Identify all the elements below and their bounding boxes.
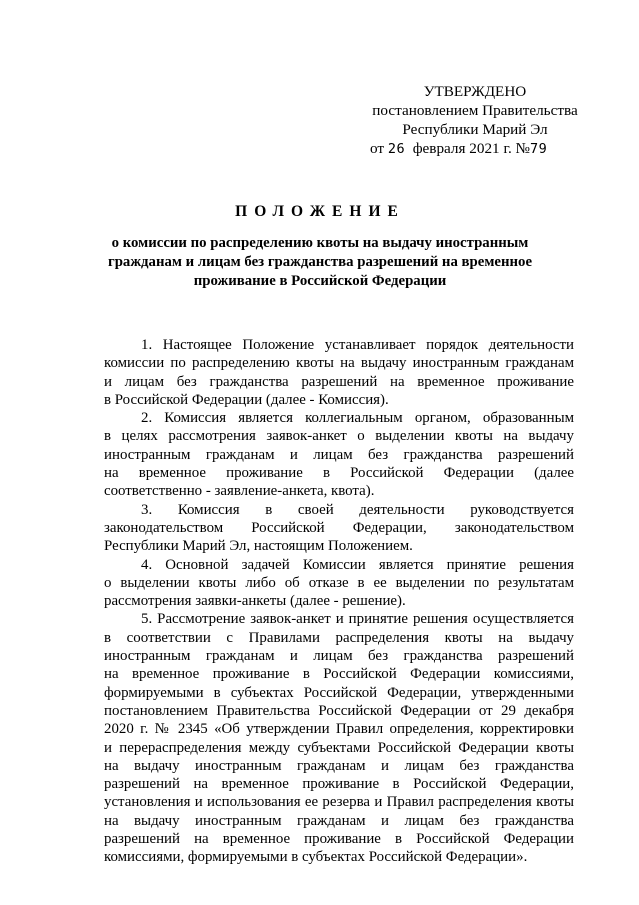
paragraph-line: законодательством Российской Федерации, законодательством	[104, 519, 574, 536]
paragraph-line: рассмотрения заявки-анкеты (далее - решение).	[104, 593, 406, 610]
paragraph-line: Республики Марий Эл, настоящим Положением.	[104, 538, 413, 555]
approval-region-line: Республики Марий Эл	[402, 121, 548, 138]
paragraph-line: 4. Основной задачей Комиссии является принятие решения	[141, 556, 574, 573]
paragraph-line: комиссии по распределению квоты на выдачу иностранным гражданам	[104, 355, 574, 372]
subtitle-line: гражданам и лицам без гражданства разрешений на временное	[107, 254, 533, 270]
subtitle-line: проживание в Российской Федерации	[193, 273, 447, 289]
document-subtitle	[100, 234, 540, 291]
document-title: ПОЛОЖЕНИЕ	[235, 203, 405, 220]
paragraph-1	[104, 336, 574, 409]
paragraph-line: соответственно - заявление-анкета, квота).	[104, 483, 375, 500]
paragraph-line: иностранным гражданам и лицам без гражданства разрешений	[104, 648, 574, 665]
paragraph-line: на выдачу иностранным гражданам и лицам без гражданства	[104, 812, 574, 829]
paragraph-line: разрешений на временное проживание в Российской Федерации	[104, 831, 574, 848]
paragraph-line: постановлением Правительства Российской Федерации от 29 декабря	[104, 702, 574, 719]
approval-date-rest: февраля 2021 г. №	[412, 140, 531, 157]
approval-date-prefix: от	[370, 140, 385, 157]
paragraph-5	[104, 610, 574, 866]
approval-date-day: 26	[387, 141, 406, 157]
paragraph-line: на выдачу иностранным гражданам и лицам без гражданства	[104, 757, 574, 774]
document-body	[104, 336, 574, 867]
paragraph-2	[104, 409, 574, 500]
paragraph-line: разрешений на временное проживание в Российской Федерации,	[104, 776, 574, 793]
paragraph-line: формируемыми в субъектах Российской Федерации, утвержденными	[104, 684, 574, 701]
paragraph-line: 2. Комиссия является коллегиальным органом, образованным	[141, 410, 574, 427]
paragraph-line: в Российской Федерации (далее - Комиссия).	[104, 391, 389, 408]
approval-authority-line: постановлением Правительства	[372, 102, 578, 119]
paragraph-3	[104, 501, 574, 556]
paragraph-line: установления и использования ее резерва и Правил распределения квоты	[104, 794, 574, 811]
paragraph-line: и лицам без гражданства разрешений на временное проживание	[104, 373, 574, 390]
paragraph-line: 3. Комиссия в своей деятельности руководствуется	[141, 501, 574, 518]
paragraph-line: на временное проживание в Российской Федерации (далее	[104, 465, 574, 482]
paragraph-line: в соответствии с Правилами распределения квоты на выдачу	[104, 629, 574, 646]
paragraph-line: комиссиями, формируемыми в субъектах Российской Федерации».	[104, 849, 528, 866]
subtitle-line: о комиссии по распределению квоты на выдачу иностранным	[111, 235, 529, 251]
paragraph-line: 2020 г. № 2345 «Об утверждении Правил определения, корректировки	[104, 721, 574, 738]
paragraph-line: 1. Настоящее Положение устанавливает порядок деятельности	[141, 337, 574, 353]
approval-doc-number: 79	[530, 141, 548, 157]
approval-stamp	[360, 82, 590, 159]
title-block	[100, 203, 540, 291]
paragraph-line: о выделении квоты либо об отказе в ее выделении по результатам	[104, 574, 574, 591]
paragraph-line: и перераспределения между субъектами Российской Федерации квоты	[104, 739, 574, 756]
paragraph-4	[104, 556, 574, 611]
approval-heading: УТВЕРЖДЕНО	[423, 83, 527, 100]
approval-date-line	[360, 139, 590, 159]
paragraph-line: на временное проживание в Российской Федерации комиссиями,	[104, 666, 574, 683]
paragraph-line: 5. Рассмотрение заявок-анкет и принятие решения осуществляется	[141, 611, 574, 628]
paragraph-line: иностранным гражданам и лицам без гражданства разрешений	[104, 446, 574, 463]
paragraph-line: в целях рассмотрения заявок-анкет о выделении квоты на выдачу	[104, 428, 574, 445]
